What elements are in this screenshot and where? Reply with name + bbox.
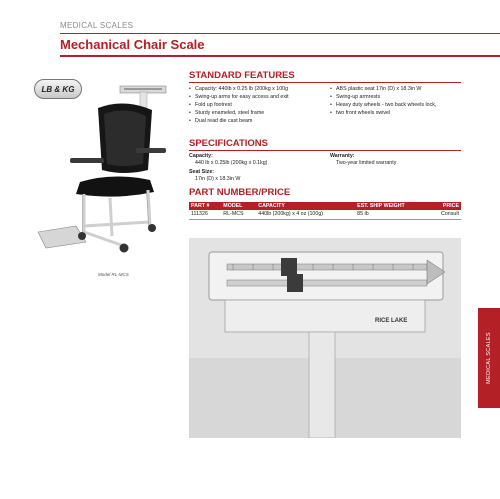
col-capacity: CAPACITY <box>256 202 355 210</box>
cell-ship-weight: 85 lb <box>355 210 429 219</box>
table-row <box>189 210 461 219</box>
warranty-value: Two-year limited warranty <box>336 160 397 166</box>
features-list-left <box>189 85 329 125</box>
features-list-right <box>330 85 470 117</box>
beam-closeup-photo <box>189 238 461 438</box>
list-item <box>330 109 470 117</box>
list-item: • Fold up footrest <box>189 101 329 109</box>
category-label: MEDICAL SCALES <box>60 21 134 30</box>
list-item: • Dual read die cast beam <box>189 117 329 125</box>
specifications-rule <box>189 150 461 151</box>
seat-size-value: 17in (D) x 18.3in W <box>195 176 241 182</box>
title-rule <box>60 55 500 57</box>
warranty-label: Warranty: <box>330 153 355 159</box>
beam-brand-text: RICE LAKE <box>375 318 408 324</box>
lb-kg-badge: LB & KG <box>34 79 82 99</box>
specifications-heading: SPECIFICATIONS <box>189 138 268 149</box>
cell-model: RL-MCS <box>221 210 256 219</box>
cell-price: Consult <box>429 210 461 219</box>
spec-seat-size <box>189 169 329 183</box>
list-item: • ABS plastic seat 17in (D) x 18.3in W <box>330 85 470 93</box>
col-part-number: PART # <box>189 202 221 210</box>
list-item: • Swing-up armrests <box>330 93 470 101</box>
cell-part-number: 111326 <box>189 210 221 219</box>
table-header-row <box>189 202 461 210</box>
col-price: PRICE <box>429 202 461 210</box>
part-number-heading: PART NUMBER/PRICE <box>189 187 291 198</box>
seat-size-label: Seat Size: <box>189 169 215 175</box>
side-tab-label: MEDICAL SCALES <box>486 332 492 384</box>
spec-capacity <box>189 153 329 167</box>
capacity-value: 440 lb x 0.25lb (200kg x 0.1kg) <box>195 160 268 166</box>
header-rule <box>60 33 500 34</box>
side-tab <box>478 308 500 408</box>
standard-features-heading: STANDARD FEATURES <box>189 70 295 81</box>
standard-features-rule <box>189 82 461 83</box>
col-model: MODEL <box>221 202 256 210</box>
list-item-continued: two front wheels swivel <box>336 110 391 116</box>
cell-capacity: 440lb (200kg) x 4 oz (100g) <box>256 210 355 219</box>
photo-caption: Model RL-MCS <box>98 272 129 277</box>
page-title: Mechanical Chair Scale <box>60 37 205 52</box>
list-item: • Capacity: 440lb x 0.25 lb (200kg x 100g <box>189 85 329 93</box>
spec-warranty <box>330 153 470 167</box>
col-ship-weight: EST. SHIP WEIGHT <box>355 202 429 210</box>
capacity-label: Capacity: <box>189 153 213 159</box>
list-item: • Heavy duty wheels - two back wheels lock, <box>330 101 470 109</box>
chair-scale-photo <box>28 76 178 266</box>
part-number-table <box>189 202 461 220</box>
list-item: • Sturdy enameled, steel frame <box>189 109 329 117</box>
list-item: • Swing-up arms for easy access and exit <box>189 93 329 101</box>
